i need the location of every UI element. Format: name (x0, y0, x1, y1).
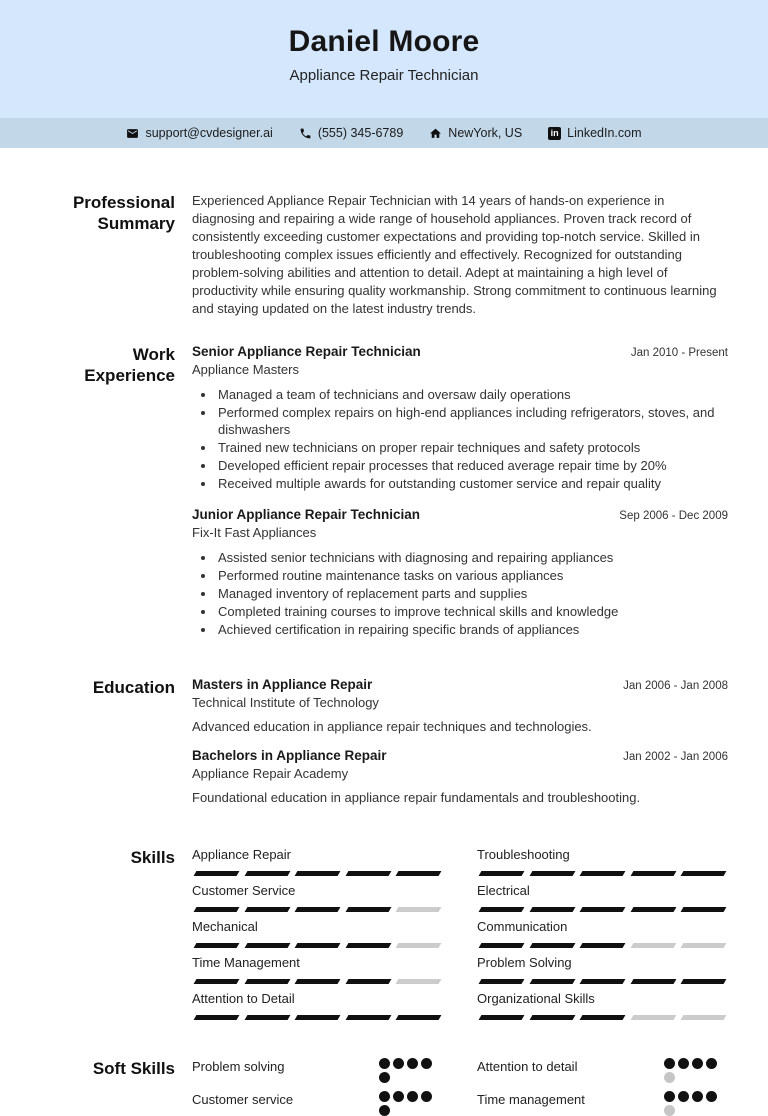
contact-bar (0, 118, 768, 148)
job-entry (192, 507, 728, 639)
contact-location-text: NewYork, US (448, 126, 523, 140)
skill-level-bar (477, 979, 728, 984)
job-bullet-list (192, 549, 728, 639)
contact-phone[interactable] (299, 126, 403, 140)
job-bullet: • Trained new technicians on proper repair techniques and safety protocols (216, 439, 728, 457)
skill-level-bar (192, 979, 443, 984)
phone-icon (299, 127, 312, 140)
soft-skill-item: Problem solving (192, 1058, 443, 1083)
job-bullet: • Assisted senior technicians with diagnosing and repairing appliances (216, 549, 728, 567)
section-soft-skills (0, 1058, 768, 1116)
contact-email-text: support@cvdesigner.ai (145, 126, 273, 140)
skill-item: Organizational Skills (477, 991, 728, 1020)
job-bullet: • Completed training courses to improve technical skills and knowledge (216, 603, 728, 621)
linkedin-icon: in (548, 127, 561, 140)
skills-heading: Skills (130, 847, 175, 867)
degree-dates: Jan 2002 - Jan 2006 (623, 750, 728, 763)
section-summary (0, 192, 768, 318)
soft-skill-item: Customer service (192, 1091, 443, 1116)
section-education (0, 677, 768, 805)
degree-dates: Jan 2006 - Jan 2008 (623, 679, 728, 692)
education-entry (192, 748, 728, 805)
skill-level-bar (477, 871, 728, 876)
job-bullet: • Developed efficient repair processes that reduced average repair time by 20% (216, 457, 728, 475)
contact-phone-text: (555) 345-6789 (317, 126, 404, 140)
job-bullet: • Performed complex repairs on high-end appliances including refrigerators, stoves, and dishwashers (216, 404, 728, 440)
soft-skill-rating-dots (379, 1058, 435, 1083)
contact-location (429, 126, 522, 140)
degree-description: Advanced education in appliance repair techniques and technologies. (192, 718, 592, 734)
job-title: Senior Appliance Repair Technician (192, 343, 421, 359)
work-experience-heading: Work Experience (84, 344, 175, 385)
job-entry (192, 344, 728, 494)
degree-title: Masters in Appliance Repair (192, 676, 373, 692)
skill-level-bar (477, 1015, 728, 1020)
skill-level-bar (192, 871, 443, 876)
degree-school: Appliance Repair Academy (192, 765, 349, 781)
skill-level-bar (192, 907, 443, 912)
job-dates: Sep 2006 - Dec 2009 (619, 510, 728, 523)
skill-item: Attention to Detail (192, 991, 443, 1020)
job-company: Appliance Masters (192, 361, 299, 377)
skill-level-bar (477, 943, 728, 948)
skill-item: Problem Solving (477, 955, 728, 984)
job-bullet: • Managed a team of technicians and oversaw daily operations (216, 386, 728, 404)
skill-level-bar (192, 943, 443, 948)
summary-text: Experienced Appliance Repair Technician with 14 years of hands-on experience in diagnosing and repairing a wide range of household appliances. Proven track record of consistently exceeding customer expectations and providing top-notch service. Skilled in troubleshooting complex issues efficiently and effectively. Recognized for outstanding problem-solving abilities and attention to detail. Adept at maintaining a high level of productivity while ensuring quality workmanship. Strong commitment to continuous learning and staying updated on the latest industry trends. (192, 193, 717, 316)
candidate-name: Daniel Moore (288, 25, 480, 58)
contact-linkedin-text: LinkedIn.com (567, 126, 642, 140)
degree-school: Technical Institute of Technology (192, 694, 379, 710)
skill-item: Electrical (477, 883, 728, 912)
job-bullet: • Performed routine maintenance tasks on various appliances (216, 567, 728, 585)
education-entry (192, 677, 728, 734)
skill-level-bar (192, 1015, 443, 1020)
job-dates: Jan 2010 - Present (630, 346, 728, 359)
soft-skills-heading: Soft Skills (92, 1058, 175, 1078)
soft-skill-rating-dots (664, 1058, 720, 1083)
candidate-title: Appliance Repair Technician (289, 66, 479, 84)
skill-item: Customer Service (192, 883, 443, 912)
education-heading: Education (92, 677, 175, 697)
home-icon (429, 127, 442, 140)
degree-description: Foundational education in appliance repair fundamentals and troubleshooting. (192, 789, 641, 805)
soft-skill-rating-dots (664, 1091, 720, 1116)
section-work-experience (0, 344, 768, 639)
skill-item: Troubleshooting (477, 847, 728, 876)
job-bullet-list (192, 386, 728, 494)
contact-linkedin[interactable] (548, 126, 641, 140)
job-title: Junior Appliance Repair Technician (192, 507, 421, 523)
skill-item: Time Management (192, 955, 443, 984)
resume-header (0, 0, 768, 118)
soft-skills-grid (192, 1058, 728, 1116)
summary-heading: Professional Summary (72, 193, 175, 234)
resume-body (0, 148, 768, 1116)
soft-skill-rating-dots (379, 1091, 435, 1116)
contact-email[interactable] (126, 126, 272, 140)
skill-item: Appliance Repair (192, 847, 443, 876)
soft-skill-item: Time management (477, 1091, 728, 1116)
job-company: Fix-It Fast Appliances (192, 525, 317, 541)
job-bullet: • Received multiple awards for outstanding customer service and repair quality (216, 475, 728, 493)
skill-item: Communication (477, 919, 728, 948)
mail-icon (126, 127, 139, 140)
skills-grid (192, 847, 728, 1020)
job-bullet: • Managed inventory of replacement parts and supplies (216, 585, 728, 603)
section-skills (0, 847, 768, 1020)
skill-level-bar (477, 907, 728, 912)
job-bullet: • Achieved certification in repairing specific brands of appliances (216, 621, 728, 639)
degree-title: Bachelors in Appliance Repair (192, 747, 387, 763)
soft-skill-item: Attention to detail (477, 1058, 728, 1083)
skill-item: Mechanical (192, 919, 443, 948)
